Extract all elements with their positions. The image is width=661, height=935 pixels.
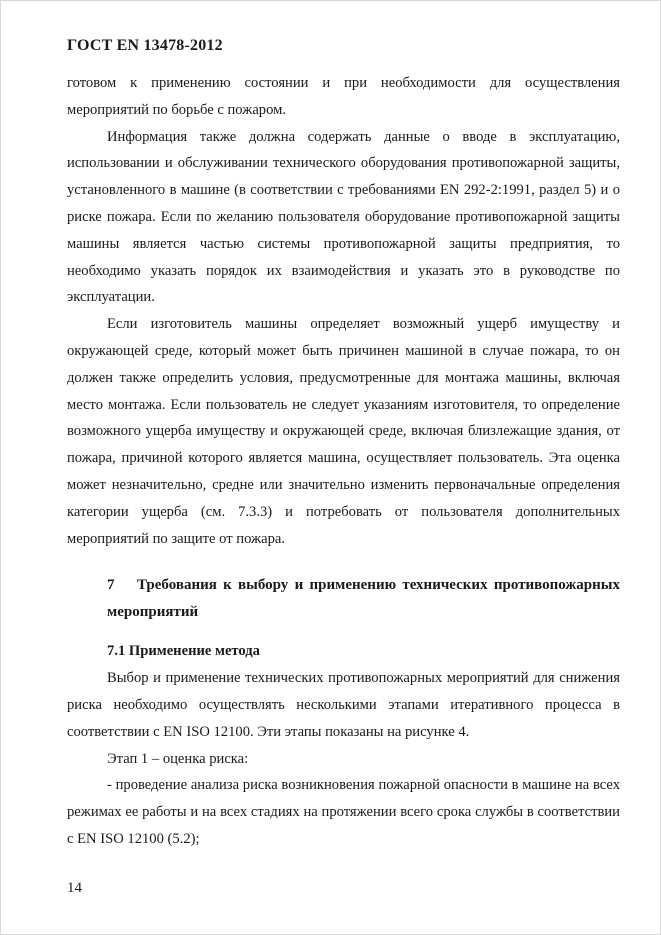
- page-body: [67, 70, 620, 853]
- paragraph-method: Выбор и применение технических противопожарных мероприятий для снижения риска необходимо осуществлять несколькими этапами итеративного процесса в соответствии с EN ISO 12100. Эти этапы показаны на рисунке 4.: [67, 670, 620, 740]
- document-header: ГОСТ EN 13478-2012: [67, 37, 223, 54]
- paragraph-information: Информация также должна содержать данные о вводе в эксплуатацию, использовании и обслуживании технического оборудования противопожарной защиты, установленного в машине (в соответствии с требованиями EN 292-2:1991, раздел 5) и о риске пожара. Если по желанию пользователя оборудование противопожарной защиты машины является частью системы противопожарной защиты предприятия, то необходимо указать порядок их взаимодействия и указать это в руководстве по эксплуатации.: [67, 128, 620, 306]
- section-title: Требования к выбору и применению технических противопожарных мероприятий: [107, 577, 620, 621]
- paragraph-continuation: готовом к применению состоянии и при необходимости для осуществления мероприятий по борьбе с пожаром.: [67, 75, 620, 118]
- section-heading: [67, 572, 620, 626]
- section-number: 7: [107, 577, 115, 594]
- page-number: 14: [67, 880, 82, 896]
- paragraph-damage-assessment: Если изготовитель машины определяет возможный ущерб имуществу и окружающей среде, который может быть причинен машиной в случае пожара, то он должен также определить условия, предусмотренные для монтажа машины, включая место монтажа. Если пользователь не следует указаниям изготовителя, то определение возможного ущерба имуществу и окружающей среде, включая близлежащие здания, от пожара, причиной которого является машина, осуществляет пользователь. Эта оценка может незначительно, средне или значительно изменить первоначальные определения категории ущерба (см. 7.3.3) и потребовать от пользователя дополнительных мероприятий по защите от пожара.: [67, 316, 620, 547]
- paragraph-risk-analysis: - проведение анализа риска возникновения пожарной опасности в машине на всех режимах ее работы и на всех стадиях на протяжении всего срока службы в соответствии с EN ISO 12100 (5.2);: [67, 777, 620, 847]
- paragraph-stage-1: Этап 1 – оценка риска:: [107, 750, 249, 767]
- subsection-heading: 7.1 Применение метода: [107, 643, 260, 660]
